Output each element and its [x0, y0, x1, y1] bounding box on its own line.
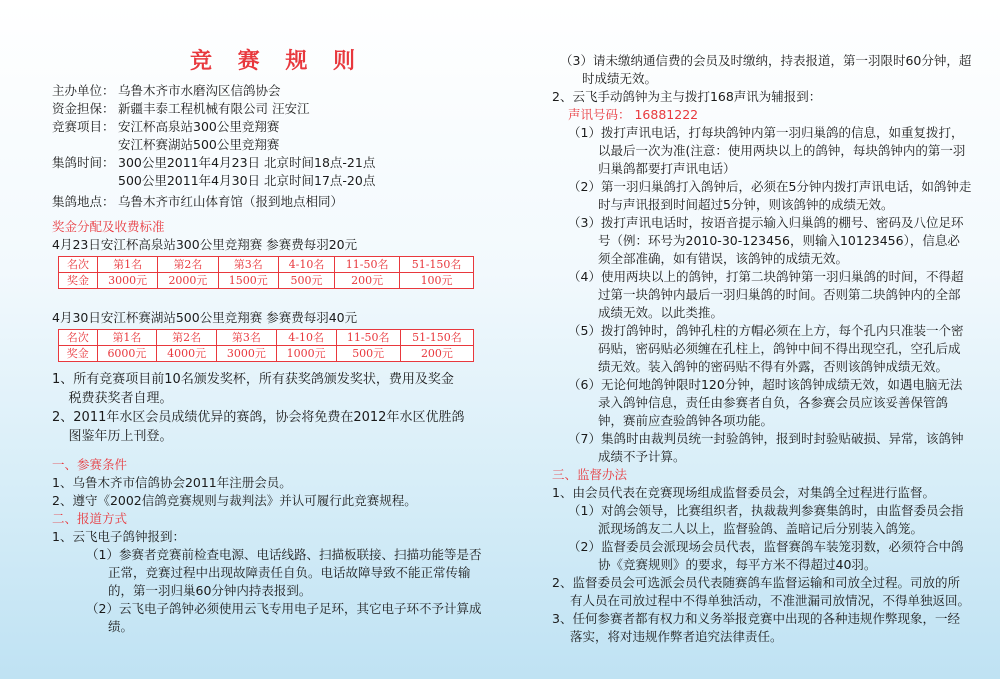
info-value: 安江杯赛湖站500公里竞翔赛	[118, 137, 280, 152]
list-item: 2、遵守《2002信鸽竞赛规则与裁判法》并认可履行此竞赛规程。	[52, 493, 417, 508]
list-item: （2）监督委员会派现场会员代表，监督赛鸽车装笼羽数，必须符合中鸽协《竞赛规则》的要求，每平方米不得超过40羽。	[568, 539, 964, 572]
table-cell: 3000元	[97, 273, 157, 289]
list-item: （2）云飞电子鸽钟必须使用云飞专用电子足环，其它电子环不予计算成绩。	[86, 601, 482, 634]
info-row	[52, 118, 492, 136]
info-value: 新疆丰泰工程机械有限公司 汪安江	[118, 101, 310, 116]
info-value: 500公里2011年4月30日 北京时间17点-20点	[118, 173, 376, 188]
table-cell: 奖金	[59, 346, 98, 362]
table-cell: 200元	[400, 346, 473, 362]
info-label: 资金担保：	[52, 101, 115, 116]
table-cell: 第1名	[97, 257, 157, 273]
table-cell: 名次	[59, 257, 98, 273]
page-title: 竞 赛 规 则	[190, 48, 364, 74]
right-content	[552, 52, 972, 646]
info-row	[52, 154, 492, 172]
list-item: 2、云飞手动鸽钟为主与拨打168声讯为辅报到：	[552, 89, 822, 104]
table-cell: 11-50名	[336, 330, 400, 346]
info-row	[52, 136, 492, 154]
table-cell: 51-150名	[400, 257, 474, 273]
info-label: 竞赛项目：	[52, 119, 115, 134]
list-item: （5）拨打鸽钟时，鸽钟孔柱的方帽必须在上方，每个孔内只准装一个密码贴，密码贴必须缠在孔柱上，鸽钟中间不得出现空孔，空孔后成绩无效。装入鸽钟的密码贴不得有外露，否则该鸽钟成绩无效。	[568, 323, 964, 374]
list-item: （3）拨打声讯电话时，按语音提示输入归巢鸽的棚号、密码及八位足环号（例：环号为2010-30-123456，则输入10123456），信息必须全部准确，如有错误，该鸽钟的成绩无效。	[568, 215, 964, 266]
table-cell: 2000元	[158, 273, 218, 289]
info-row	[52, 172, 492, 190]
info-value: 乌鲁木齐市红山体育馆（报到地点相同）	[118, 194, 344, 209]
race1-prize-table	[58, 256, 474, 289]
table-cell: 11-50名	[335, 257, 400, 273]
list-item: （1）参赛者竞赛前检查电源、电话线路、扫描板联接、扫描功能等是否正常，竞赛过程中出现故障责任自负。电话故障导致不能正常传输的，第一羽归巢60分钟内持表报到。	[86, 547, 482, 598]
list-item: 1、乌鲁木齐市信鸽协会2011年注册会员。	[52, 475, 292, 490]
list-item: 2、监督委员会可选派会员代表随赛鸽车监督运输和司放全过程。司放的所有人员在司放过程中不得单独活动，不准泄漏司放情况，不得单独返回。	[552, 575, 971, 608]
table-cell: 100元	[400, 273, 474, 289]
table-cell: 第2名	[158, 257, 218, 273]
table-cell: 第1名	[97, 330, 157, 346]
list-item: （2）第一羽归巢鸽打入鸽钟后，必须在5分钟内拨打声讯电话，如鸽钟走时与声讯报到时间超过5分钟，则该鸽钟的成绩无效。	[568, 179, 972, 212]
info-value: 安江杯高泉站300公里竞翔赛	[118, 119, 280, 134]
table-cell: 500元	[336, 346, 400, 362]
info-row	[52, 82, 492, 100]
race2-title: 4月30日安江杯赛湖站500公里竞翔赛 参赛费每羽40元	[52, 310, 358, 325]
note-line: 图鉴年历上刊登。	[52, 429, 173, 444]
list-item: 3、任何参赛者都有权力和义务举报竞赛中出现的各种违规作弊现象，一经落实，将对违规作弊者追究法律责任。	[552, 611, 960, 644]
info-value: 乌鲁木齐市水磨沟区信鸽协会	[118, 83, 281, 98]
table-cell: 奖金	[59, 273, 98, 289]
note-line: 2、2011年水区会员成绩优异的赛鸽，协会将免费在2012年水区优胜鸽	[52, 410, 465, 425]
list-item: （7）集鸽时由裁判员统一封验鸽钟，报到时封验贴破损、异常，该鸽钟成绩不予计算。	[568, 431, 964, 464]
table-cell: 51-150名	[400, 330, 473, 346]
section-heading: 二、报道方式	[52, 511, 128, 526]
table-cell: 第2名	[157, 330, 217, 346]
table-cell: 1000元	[276, 346, 336, 362]
table-cell: 名次	[59, 330, 98, 346]
info-value: 300公里2011年4月23日 北京时间18点-21点	[118, 155, 376, 170]
info-label	[52, 136, 118, 154]
table-cell: 第3名	[217, 330, 277, 346]
prize-notes	[52, 370, 492, 446]
table-cell: 3000元	[217, 346, 277, 362]
table-cell: 4-10名	[276, 330, 336, 346]
phone-number: 声讯号码： 16881222	[568, 107, 699, 122]
list-item: 1、由会员代表在竞赛现场组成监督委员会，对集鸽全过程进行监督。	[552, 485, 935, 500]
table-cell: 6000元	[97, 346, 157, 362]
prize-section	[52, 218, 492, 362]
info-row	[52, 193, 492, 211]
section-heading: 三、监督办法	[552, 467, 628, 482]
info-row	[52, 100, 492, 118]
table-cell: 4-10名	[278, 257, 334, 273]
table-cell: 500元	[278, 273, 334, 289]
list-item: （1）拨打声讯电话，打每块鸽钟内第一羽归巢鸽的信息，如重复拨打，以最后一次为准(注意：使用两块以上的鸽钟，每块鸽钟内的第一羽归巢鸽都要打声讯电话）	[568, 125, 966, 176]
event-info	[52, 82, 492, 211]
info-label: 集鸽时间：	[52, 155, 115, 170]
note-line: 税费获奖者自理。	[52, 391, 173, 406]
list-item: （3）请未缴纳通信费的会员及时缴纳，持表报道，第一羽限时60分钟，超时成绩无效。	[560, 53, 972, 86]
list-item: （1）对鸽会领导，比赛组织者，执裁裁判参赛集鸽时，由监督委员会指派现场鸽友二人以上，监督验鸽、盖暗记后分别装入鸽笼。	[568, 503, 964, 536]
section-heading: 一、参赛条件	[52, 457, 128, 472]
race1-title: 4月23日安江杯高泉站300公里竞翔赛 参赛费每羽20元	[52, 237, 358, 252]
note-line: 1、所有竞赛项目前10名颁发奖杯，所有获奖鸽颁发奖状，费用及奖金	[52, 372, 454, 387]
list-item: （4）使用两块以上的鸽钟，打第二块鸽钟第一羽归巢鸽的时间，不得超过第一块鸽钟内最后一羽归巢鸽的时间。否则第二块鸽钟内的全部成绩无效。以此类推。	[568, 269, 964, 320]
section-1	[52, 456, 492, 636]
table-cell: 4000元	[157, 346, 217, 362]
list-item: （6）无论何地鸽钟限时120分钟，超时该鸽钟成绩无效，如遇电脑无法录入鸽钟信息，责任由参赛者自负，各参赛会员应该妥善保管鸽钟，赛前应查验鸽钟各项功能。	[568, 377, 963, 428]
race2-prize-table	[58, 329, 474, 362]
table-cell: 200元	[335, 273, 400, 289]
table-cell: 第3名	[218, 257, 278, 273]
table-cell: 1500元	[218, 273, 278, 289]
list-item: 1、云飞电子鸽钟报到：	[52, 529, 185, 544]
info-label: 集鸽地点：	[52, 194, 115, 209]
prize-heading: 奖金分配及收费标准	[52, 219, 165, 234]
info-label	[52, 172, 118, 190]
info-label: 主办单位：	[52, 83, 115, 98]
